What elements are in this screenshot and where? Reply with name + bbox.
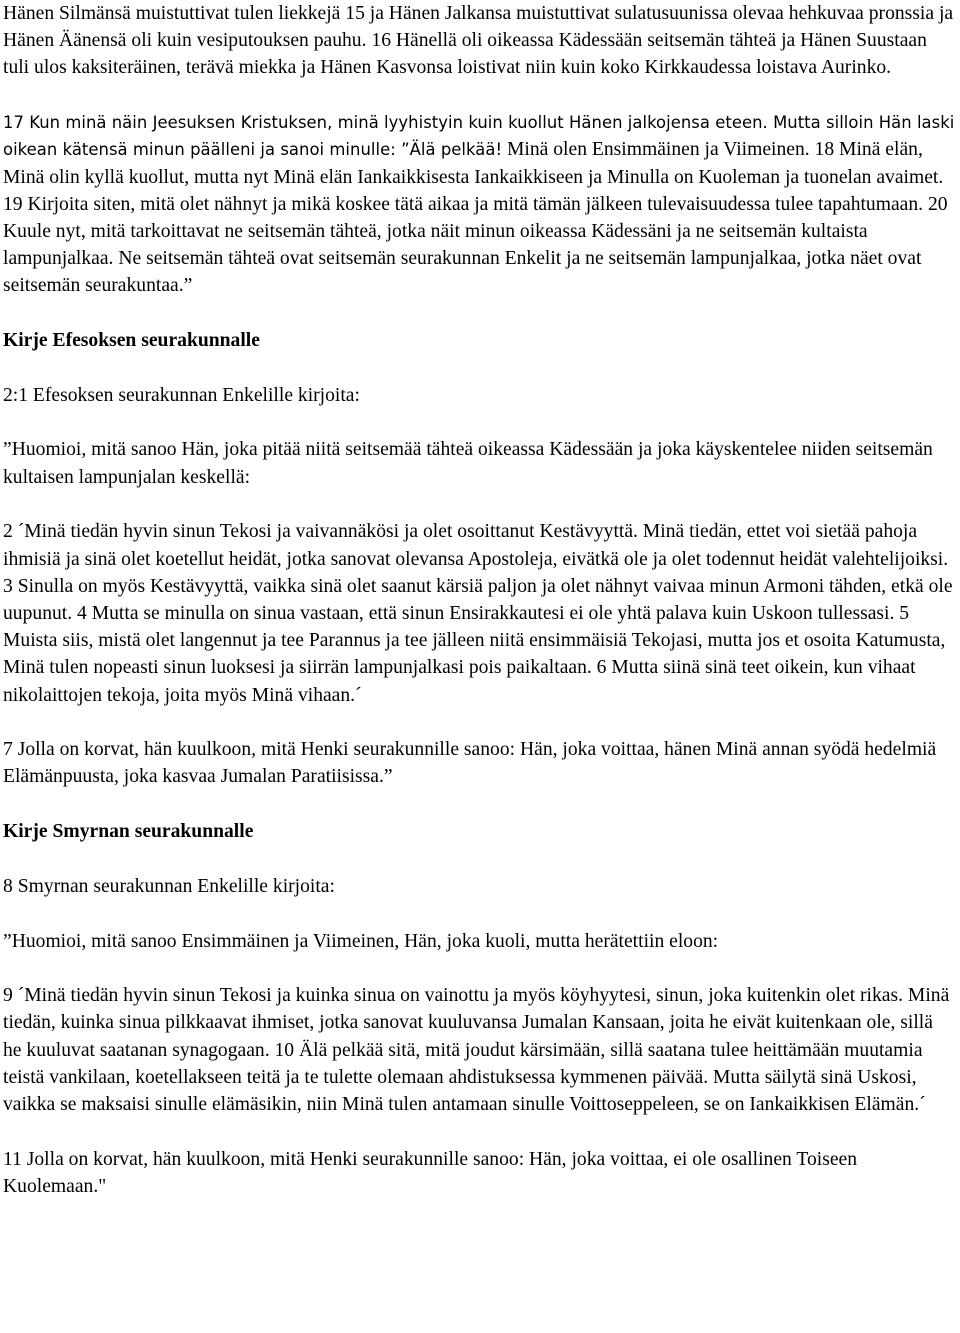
verse-text-sans: 17 Kun minä näin Jeesuksen Kristuksen, minä lyyhistyin kuin kuollut Hänen jalkojensa eteen. Mutta silloin Hän laski oikean kätensä minun päälleni ja sanoi minulle: ”Älä pelkää! (3, 113, 955, 160)
paragraph-quote-efesos: ”Huomioi, mitä sanoo Hän, joka pitää niitä seitsemää tähteä oikeassa Kädessään ja joka käyskentelee niiden seitsemän kultaisen lampunjalan keskellä: (3, 439, 933, 488)
section-heading-efesos: Kirje Efesoksen seurakunnalle (3, 330, 260, 352)
paragraph-quote-smyrna: ”Huomioi, mitä sanoo Ensimmäinen ja Viimeinen, Hän, joka kuoli, mutta herätettiin eloon: (3, 930, 719, 952)
paragraph-verse-11: 11 Jolla on korvat, hän kuulkoon, mitä Henki seurakunnille sanoo: Hän, joka voittaa, ei ole osallinen Toiseen Kuolemaan." (3, 1148, 858, 1197)
paragraph-verse-7: 7 Jolla on korvat, hän kuulkoon, mitä Henki seurakunnille sanoo: Hän, joka voittaa, hänen Minä annan syödä hedelmiä Elämänpuusta, joka kasvaa Jumalan Paratiisissa.” (3, 739, 937, 788)
paragraph-verses-9-10: 9 ´Minä tiedän hyvin sinun Tekosi ja kuinka sinua on vainottu ja myös köyhyytesi, sinun, joka kuitenkin olet rikas. Minä tiedän, kuinka sinua pilkkaavat ihmiset, jotka sanovat kuuluvansa Jumalan Kansaan, joita he eivät kuitenkaan ole, sillä he kuuluvat saatanan synagogaan. 10 Älä pelkää sitä, mitä joudut kärsimään, sillä saatana tulee heittämään muutamia teistä vankilaan, koetellakseen teitä ja te tulette olemaan ahdistuksessa kymmenen päivää. Mutta säilytä sinä Uskosi, vaikka se maksaisi sinulle elämäsikin, niin Minä tulen antamaan sinulle Voittoseppeleen, se on Iankaikkisen Elämän.´ (3, 985, 950, 1116)
paragraph-2-1: 2:1 Efesoksen seurakunnan Enkelille kirjoita: (3, 384, 360, 406)
paragraph-verses-14-16 (3, 0, 955, 82)
document-page (3, 0, 955, 1200)
section-heading-smyrna: Kirje Smyrnan seurakunnalle (3, 821, 254, 843)
verse-text-serif: Minä olen Ensimmäinen ja Viimeinen. 18 Minä elän, Minä olin kyllä kuollut, mutta nyt Minä elän Iankaikkisesta Iankaikkiseen ja Minulla on Kuoleman ja tuonelan avaimet. 19 Kirjoita siten, mitä olet nähnyt ja mikä koskee tätä aikaa ja mitä tämän jälkeen tulevaisuudessa tulee tapahtumaan. 20 Kuule nyt, mitä tarkoittavat ne seitsemän tähteä, jotka näit minun oikeassa Kädessäni ja ne seitsemän kultaista lampunjalkaa. Ne seitsemän tähteä ovat seitsemän seurakunnan Enkelit ja ne seitsemän lampunjalkaa, jotka näet ovat seitsemän seurakuntaa.” (3, 139, 948, 297)
paragraph-verses-2-6: 2 ´Minä tiedän hyvin sinun Tekosi ja vaivannäkösi ja olet osoittanut Kestävyyttä. Minä tiedän, ettet voi sietää pahoja ihmisiä ja sinä olet koetellut heidät, jotka sanovat olevansa Apostoleja, eivätkä ole ja olet todennut heidät valehtelijoiksi. 3 Sinulla on myös Kestävyyttä, vaikka sinä olet saanut kärsiä paljon ja olet nähnyt vaivaa minun Armoni tähden, etkä ole uupunut. 4 Mutta se minulla on sinua vastaan, että sinun Ensirakkautesi ei ole yhtä palava kuin Uskoon tullessasi. 5 Muista siis, mistä olet langennut ja tee Parannus ja tee jälleen niitä ensimmäisiä Tekojasi, mutta jos et osoita Katumusta, Minä tulen nopeasti sinun luoksesi ja siirrän lampunjalkasi pois paikaltaan. 6 Mutta siinä sinä teet oikein, kun vihaat nikolaittojen tekoja, joita myös Minä vihaan.´ (3, 521, 953, 706)
paragraph-verse-8: 8 Smyrnan seurakunnan Enkelille kirjoita: (3, 875, 335, 897)
verse-text-serif: Hänen Silmänsä muistuttivat tulen liekkejä 15 ja Hänen Jalkansa muistuttivat sulatusuunissa olevaa hehkuvaa pronssia ja Hänen Äänensä oli kuin vesiputouksen pauhu. 16 Hänellä oli oikeassa Kädessään seitsemän tähteä ja Hänen Suustaan tuli ulos kaksiteräinen, terävä miekka ja Hänen Kasvonsa loistivat niin kuin koko Kirkkaudessa loistava Aurinko. (3, 3, 954, 79)
paragraph-verses-17-20 (3, 109, 955, 299)
